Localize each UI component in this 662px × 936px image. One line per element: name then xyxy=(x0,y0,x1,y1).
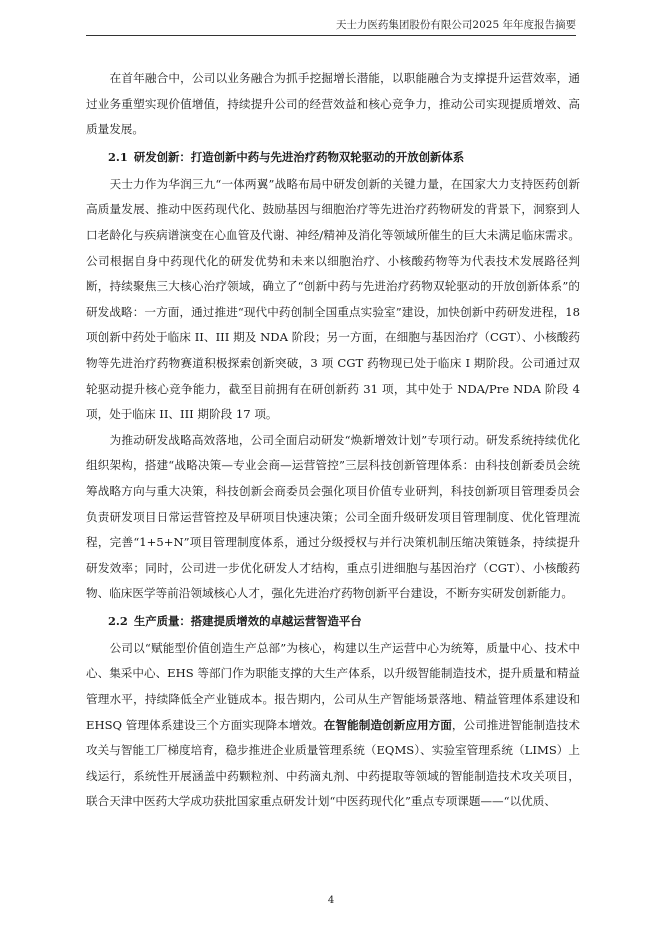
bold-phrase: 在智能制造创新应用方面 xyxy=(323,717,452,732)
rd-paragraph-1: 天士力作为华润三九“一体两翼”战略布局中研发创新的关键力量，在国家大力支持医药创新高质量发展、推动中医药现代化、鼓励基因与细胞治疗等先进治疗药物研发的背景下，洞察到人口老龄化与疾病谱演变在心血管及代谢、神经/精神及消化等领域所催生的巨大未满足临床需求。公司根据自身中药现代化的研发优势和未来以细胞治疗、小核酸药物等为代表技术发展路径判断，持续聚焦三大核心治疗领域，确立了“创新中药与先进治疗药物双轮驱动的开放创新体系”的研发战略：一方面，通过推进“现代中药创制全国重点实验室”建设，加快创新中药研发进程，18 项创新中药处于临床 II、III 期及 NDA 阶段；另一方面，在细胞与基因治疗（CGT）、小核酸药物等先进治疗药物赛道积极探索创新突破，3 项 CGT 药物现已处于临床 I 期阶段。公司通过双轮驱动提升核心竞争能力，截至目前拥有在研创新药 31 项，其中处于 NDA/Pre NDA 阶段 4 项，处于临床 II、III 期阶段 17 项。 xyxy=(86,176,580,422)
intro-paragraph: 在首年融合中，公司以业务融合为抓手挖掘增长潜能，以职能融合为支撑提升运营效率，通过业务重塑实现价值增值，持续提升公司的经营效益和核心竞争力，推动公司实现提质增效、高质量发展。 xyxy=(86,71,580,137)
production-text-end: ，公司推进智能制造技术攻关与智能工厂梯度培育，稳步推进企业质量管理系统（EQMS）、实验室管理系统（LIMS）上线运行，系统性开展涵盖中药颗粒剂、中药滴丸剂、中药提取等领域的智能制造技术攻关项目，联合天津中医药大学成功获批国家重点研发计划“中医药现代化”重点专项课题——“以优质、 xyxy=(86,717,580,809)
section-number: 2.2 xyxy=(108,613,128,628)
production-paragraph xyxy=(86,636,580,815)
document-body xyxy=(86,66,580,815)
rd-paragraph-2: 为推动研发战略高效落地，公司全面启动研发“焕新增效计划”专项行动。研发系统持续优化组织架构，搭建“战略决策—专业会商—运营管控”三层科技创新管理体系：由科技创新委员会统筹战略方向与重大决策，科技创新会商委员会强化项目价值专业研判，科技创新项目管理委员会负责研发项目日常运营管控及早研项目快速决策；公司全面升级研发项目管理制度、优化管理流程，完善“1+5+N”项目管理制度体系，通过分级授权与并行决策机制压缩决策链条，持续提升研发效率；同时，公司进一步优化研发人才结构，重点引进细胞与基因治疗（CGT）、小核酸药物、临床医学等前沿领域核心人才，强化先进治疗药物创新平台建设，不断夯实研发创新能力。 xyxy=(86,432,580,601)
header-divider xyxy=(86,35,576,36)
section-number: 2.1 xyxy=(108,149,128,164)
section-heading-2-1 xyxy=(86,143,580,171)
page-number: 4 xyxy=(327,895,335,906)
production-text-start: 公司以“赋能型价值创造生产总部”为核心，构建以生产运营中心为统筹，质量中心、技术中心、集采中心、EHS 等部门作为职能支撑的大生产体系，以升级智能制造技术，提升质量和精益管理水平，持续降低全产业链成本。报告期内，公司从生产智能场景落地、精益管理体系建设和 EHSQ 管理体系建设三个方面实现降本增效。 xyxy=(86,640,580,732)
section-title: 生产质量：搭建提质增效的卓越运营智造平台 xyxy=(133,613,362,628)
page-header: 天士力医药集团股份有限公司2025 年年度报告摘要 xyxy=(335,19,576,31)
section-title: 研发创新：打造创新中药与先进治疗药物双轮驱动的开放创新体系 xyxy=(133,149,465,164)
section-heading-2-2 xyxy=(86,607,580,635)
